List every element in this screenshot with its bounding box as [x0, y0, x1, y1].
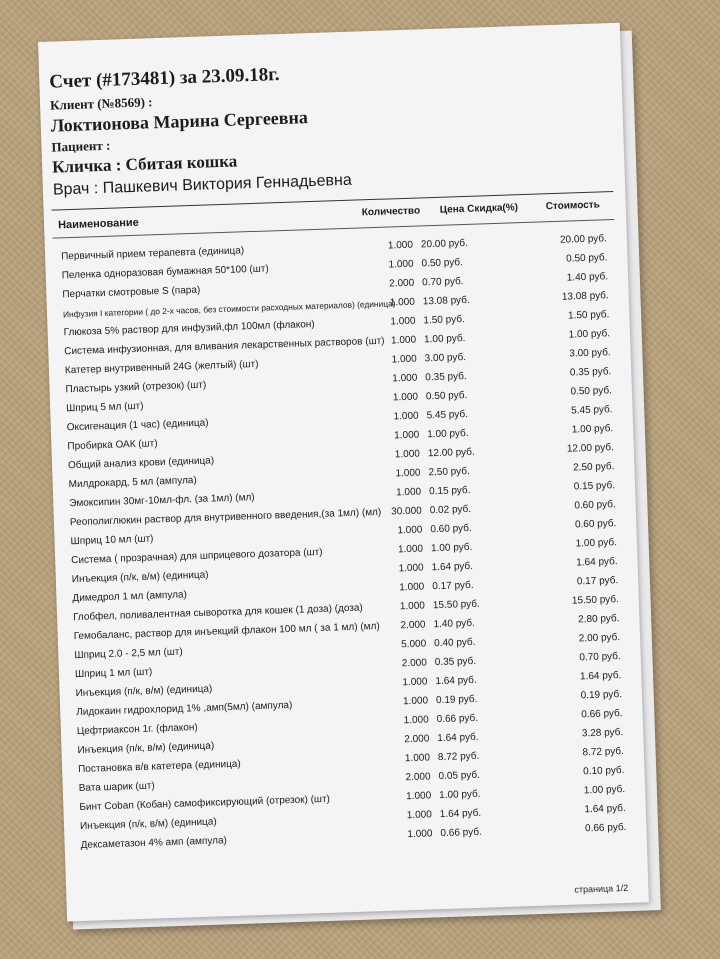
item-price: 0.50 руб.: [425, 389, 468, 403]
item-qty: 1.000: [394, 448, 421, 461]
item-qty: 2.000: [401, 657, 427, 670]
item-qty: 1.000: [395, 467, 421, 480]
item-price: 1.40 руб.: [433, 617, 476, 631]
column-header-cost: Стоимость: [545, 199, 600, 213]
item-qty: 1.000: [406, 809, 433, 822]
item-cost: 0.50 руб.: [565, 252, 608, 265]
doctor-name: Врач : Пашкевич Виктория Геннадьевна: [52, 171, 353, 199]
item-qty: 30.000: [391, 505, 422, 518]
item-name: Цефтриаксон 1г. (флакон): [76, 722, 198, 738]
item-price: 20.00 руб.: [420, 237, 468, 251]
item-name: Пластырь узкий (отрезок) (шт): [65, 379, 207, 396]
item-name: Пробирка ОАК (шт): [67, 438, 158, 453]
item-qty: 2.000: [405, 771, 431, 784]
item-price: 1.00 руб.: [439, 788, 481, 802]
item-name: Инъекция (п/к, в/м) (единица): [71, 569, 209, 586]
invoice-title: Счет (#173481) за 23.09.18г.: [48, 64, 280, 93]
item-cost: 15.50 руб.: [571, 594, 619, 607]
item-qty: 1.000: [390, 315, 416, 328]
item-name: Гемобаланс, раствор для инъекций флакон 100 мл ( за 1 мл) (мл): [73, 620, 380, 643]
item-name: Шприц 2.0 - 2,5 мл (шт): [74, 646, 183, 662]
item-qty: 1.000: [392, 391, 419, 404]
item-cost: 1.64 руб.: [584, 802, 626, 816]
invoice-table-body: [45, 231, 647, 858]
item-qty: 1.000: [392, 372, 418, 385]
item-name: Шприц 1 мл (шт): [74, 666, 153, 681]
item-cost: 5.45 руб.: [571, 404, 613, 417]
item-name: Перчатки смотровые S (пара): [62, 284, 201, 301]
item-name: Инъекция (п/к, в/м) (единица): [77, 740, 215, 757]
item-price: 0.66 руб.: [440, 826, 482, 840]
item-name: Инъекция (п/к, в/м) (единица): [79, 816, 217, 833]
item-cost: 3.28 руб.: [581, 726, 624, 740]
item-qty: 1.000: [395, 486, 422, 499]
item-qty: 2.000: [400, 619, 426, 632]
item-cost: 3.00 руб.: [569, 347, 611, 360]
item-price: 0.35 руб.: [434, 655, 477, 669]
item-price: 1.00 руб.: [430, 541, 473, 555]
item-qty: 1.000: [402, 676, 428, 689]
item-name: Эмоксипин 30мг-10мл-фл. (за 1мл) (мл): [69, 492, 255, 510]
item-price: 1.50 руб.: [423, 314, 465, 327]
item-price: 0.35 руб.: [425, 370, 467, 384]
item-cost: 1.64 руб.: [576, 556, 618, 569]
item-qty: 1.000: [399, 581, 425, 594]
item-price: 1.64 руб.: [437, 731, 479, 745]
item-cost: 12.00 руб.: [566, 442, 614, 455]
item-cost: 1.00 руб.: [568, 328, 611, 341]
item-name: Инъекция (п/к, в/м) (единица): [75, 683, 213, 700]
item-name: Милдрокард, 5 мл (ампула): [68, 474, 197, 491]
item-cost: 2.00 руб.: [578, 632, 621, 645]
item-cost: 8.72 руб.: [582, 745, 625, 759]
item-name: Лидокаин гидрохлорид 1% ,амп(5мл) (ампула): [76, 699, 293, 719]
item-price: 0.05 руб.: [438, 769, 481, 783]
item-name: Бинт Coban (Кобан) самофиксирующий (отрезок) (шт): [79, 793, 331, 814]
item-price: 0.19 руб.: [435, 693, 478, 707]
item-name: Система ( прозрачная) для шприцевого дозатора (шт): [71, 546, 323, 567]
item-name: Пеленка одноразовая бумажная 50*100 (шт): [61, 263, 269, 282]
item-qty: 1.000: [406, 790, 432, 803]
item-cost: 0.66 руб.: [581, 707, 623, 721]
item-cost: 0.66 руб.: [584, 821, 627, 835]
item-qty: 1.000: [389, 296, 416, 309]
item-name: Катетер внутривенный 24G (желтый) (шт): [64, 358, 259, 377]
item-cost: 0.60 руб.: [574, 518, 617, 531]
item-cost: 1.64 руб.: [579, 670, 622, 683]
item-name: Оксигенация (1 час) (единица): [66, 417, 209, 434]
client-name: Локтионова Марина Сергеевна: [50, 107, 309, 136]
item-price: 0.17 руб.: [432, 579, 474, 593]
item-price: 12.00 руб.: [427, 446, 475, 460]
item-qty: 2.000: [389, 277, 415, 290]
item-price: 1.64 руб.: [431, 560, 474, 574]
item-cost: 13.08 руб.: [561, 290, 609, 303]
item-name: Вата шарик (шт): [78, 780, 155, 795]
item-cost: 0.70 руб.: [579, 651, 621, 664]
client-label: Клиент (№8569) :: [49, 94, 153, 113]
item-cost: 0.50 руб.: [570, 385, 613, 398]
item-cost: 1.00 руб.: [571, 423, 614, 436]
item-price: 13.08 руб.: [422, 294, 470, 308]
item-price: 1.64 руб.: [439, 807, 482, 821]
item-cost: 0.19 руб.: [580, 689, 623, 702]
item-qty: 1.000: [394, 429, 420, 442]
item-cost: 1.40 руб.: [566, 271, 609, 284]
item-qty: 1.000: [390, 334, 417, 347]
item-name: Общий анализ крови (единица): [67, 455, 215, 472]
item-qty: 1.000: [397, 543, 424, 556]
item-cost: 20.00 руб.: [559, 233, 608, 246]
item-cost: 2.80 руб.: [577, 613, 620, 626]
item-price: 0.40 руб.: [433, 636, 476, 650]
pet-name: Кличка : Сбитая кошка: [51, 151, 238, 177]
column-header-name: Наименование: [57, 216, 139, 232]
item-price: 5.45 руб.: [426, 408, 469, 422]
item-qty: 1.000: [404, 752, 431, 765]
item-qty: 1.000: [407, 828, 433, 841]
item-cost: 0.17 руб.: [576, 575, 619, 588]
item-qty: 1.000: [393, 410, 419, 423]
item-qty: 1.000: [403, 714, 429, 727]
item-name: Шприц 5 мл (шт): [65, 400, 144, 415]
item-cost: 0.35 руб.: [569, 366, 612, 379]
item-price: 15.50 руб.: [432, 598, 480, 612]
item-cost: 2.50 руб.: [572, 461, 615, 474]
invoice-page: [38, 23, 649, 922]
item-qty: 5.000: [400, 638, 427, 651]
item-qty: 1.000: [397, 524, 423, 537]
item-price: 0.60 руб.: [430, 522, 472, 536]
item-price: 0.50 руб.: [421, 257, 464, 270]
item-name: Система инфузионная, для вливания лекарственных растворов (шт): [64, 335, 385, 358]
item-name: Постановка в/в катетера (единица): [77, 758, 241, 776]
item-price: 1.64 руб.: [435, 674, 477, 688]
item-qty: 2.000: [404, 733, 430, 746]
column-header-price: Цена Скидка(%): [439, 202, 519, 216]
item-price: 2.50 руб.: [428, 465, 470, 479]
item-qty: 1.000: [391, 353, 417, 366]
page-number: страница 1/2: [574, 882, 629, 895]
item-qty: 1.000: [402, 695, 429, 708]
item-name: Шприц 10 мл (шт): [70, 533, 154, 548]
patient-label: Пациент :: [51, 137, 111, 155]
item-qty: 1.000: [387, 239, 414, 252]
item-cost: 1.00 руб.: [575, 537, 618, 550]
item-price: 0.15 руб.: [428, 484, 471, 498]
item-name: Первичный прием терапевта (единица): [60, 245, 245, 263]
item-name: Глобфел, поливалентная сыворотка для кошек (1 доза) (доза): [72, 602, 363, 624]
item-qty: 1.000: [399, 600, 426, 613]
column-header-qty: Количество: [361, 205, 421, 219]
item-name: Димедрол 1 мл (ампула): [72, 589, 188, 605]
item-cost: 1.00 руб.: [583, 783, 626, 797]
item-qty: 1.000: [398, 562, 424, 575]
item-price: 0.02 руб.: [429, 503, 472, 517]
item-price: 0.66 руб.: [436, 712, 479, 726]
item-price: 0.70 руб.: [422, 276, 464, 289]
item-name: Инфузия I категории ( до 2-х часов, без стоимости расходных материалов) (единица): [62, 298, 396, 320]
item-qty: 1.000: [388, 258, 414, 271]
item-cost: 0.15 руб.: [573, 480, 616, 493]
item-price: 1.00 руб.: [423, 332, 466, 346]
item-price: 8.72 руб.: [437, 750, 480, 764]
item-cost: 0.60 руб.: [574, 499, 616, 512]
item-price: 3.00 руб.: [424, 351, 467, 365]
item-name: Реополиглюкин раствор для внутривенного введения,(за 1мл) (мл): [69, 506, 382, 529]
item-cost: 0.10 руб.: [583, 764, 625, 778]
item-cost: 1.50 руб.: [567, 309, 610, 322]
item-name: Глюкоза 5% раствор для инфузий,фл 100мл (флакон): [63, 318, 315, 339]
item-price: 1.00 руб.: [427, 427, 469, 441]
item-name: Дексаметазон 4% амп (ампула): [80, 835, 228, 852]
